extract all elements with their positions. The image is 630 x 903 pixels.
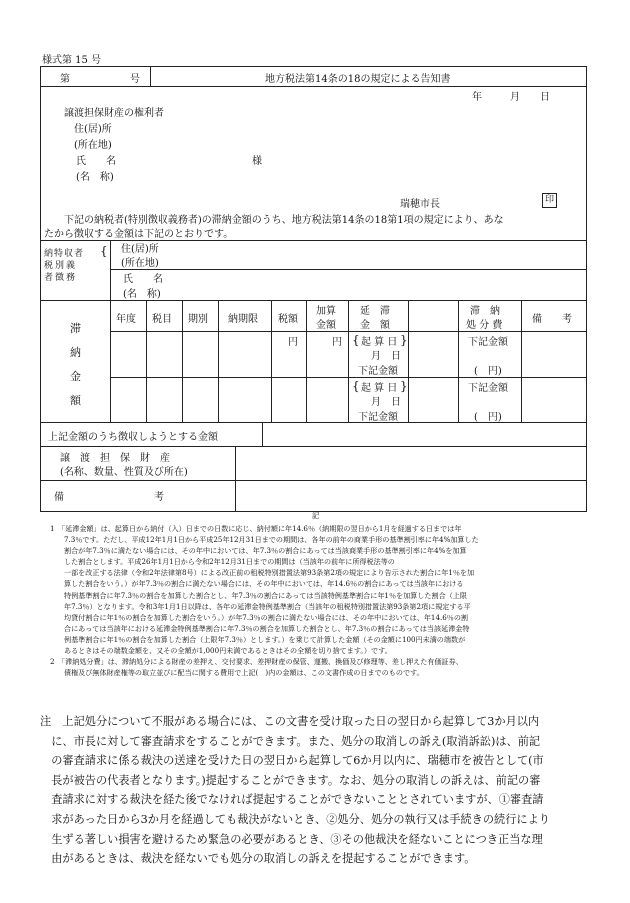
col-tax-item: 税目 xyxy=(152,314,172,325)
seal-mark: 印 xyxy=(542,193,557,208)
bracket-close: } xyxy=(400,379,408,393)
notes-block xyxy=(50,519,580,678)
divider xyxy=(521,300,522,422)
col-surcharge-2: 金額 xyxy=(316,320,336,331)
divider xyxy=(40,480,587,481)
notes-heading: 記 xyxy=(312,511,320,520)
taxpayer-side-label-1: 納特収者 xyxy=(44,249,85,259)
appeal-line: 査請求に対する裁決を経た後でなければ提起することができないこととされていますが、①審査請 xyxy=(40,793,544,807)
notice-no-suffix: 号 xyxy=(130,74,140,85)
divider xyxy=(182,300,183,422)
divider xyxy=(40,422,587,423)
taxpayer-side-label-3: 者徴務 xyxy=(44,273,78,283)
month-day-label: 月 日 xyxy=(371,351,401,362)
appeal-line: 長が被告の代表者となります。)提起することができます。なお、処分の取消しの訴えは、前記の審 xyxy=(40,773,541,787)
col-delay-1: 延 滞 xyxy=(360,306,390,317)
addressee-name-label: 氏 名 xyxy=(76,156,116,167)
note-line: 割合が年7.3％に満たない場合には、その年中においては、年7.3％の割合にあっては当該商業手形の基準割引率に年4%を加算 xyxy=(64,546,467,556)
appeal-line: 注 上記処分について不服がある場合には、この文書を受け取った日の翌日から起算して3か月以内 xyxy=(40,715,540,728)
form-number: 様式第 15 号 xyxy=(42,55,102,66)
bracket-close: } xyxy=(400,333,408,347)
note-line: 合にあっては当該年における延滞金特例基準割合に年7.3％の割合を加算した割合とし、年7.3％の割合にあっては当該延滞金特 xyxy=(64,623,470,633)
appeal-line: に、市長に対して審査請求をすることができます。また、処分の取消しの訴え(取消訴訟)は、前記 xyxy=(40,734,541,748)
addressee-address-label-alt: (所在地) xyxy=(74,140,112,151)
divider xyxy=(40,86,587,87)
addressee-heading: 譲渡担保財産の権利者 xyxy=(64,108,164,119)
divider xyxy=(110,269,587,270)
divider xyxy=(306,300,307,422)
taxpayer-address-label: 住(居)所 xyxy=(121,244,159,255)
below-amount-label: 下記金額 xyxy=(358,366,398,377)
addressee-honorific: 様 xyxy=(252,156,262,167)
divider xyxy=(218,300,219,422)
collect-amount-label: 上記金額のうち徴収しようとする金額 xyxy=(48,432,218,443)
notice-no-prefix: 第 xyxy=(60,74,70,85)
note-line: 7.3％です。ただし、平成12年1月1日から平成25年12月31日までの期間は、各年の前年の商業手形の基準割引率に年4%加算した xyxy=(64,535,479,545)
addressee-address-label: 住(居)所 xyxy=(74,124,112,135)
bracket-open: { xyxy=(352,379,360,393)
taxpayer-name-label: 氏 名 xyxy=(123,274,163,285)
divider xyxy=(408,300,409,422)
note-line: 年7.3％）となります。令和3年1月1日以降は、各年の延滞金特例基準割合（当該年の租税特別措置法第93条第2項に規定する平 xyxy=(64,601,471,611)
appeal-notice xyxy=(40,712,595,869)
divider xyxy=(110,331,587,332)
disposal-paren-yen: ( 円) xyxy=(474,412,502,423)
document-title: 地方税法第14条の18の規定による告知書 xyxy=(265,74,451,85)
divider xyxy=(146,300,147,422)
col-tax-amount: 税額 xyxy=(278,314,298,325)
col-disposal-1: 滞 納 xyxy=(470,306,500,317)
disposal-below-amount: 下記金額 xyxy=(468,337,508,348)
property-label-1: 譲 渡 担 保 財 産 xyxy=(60,453,170,464)
month-day-label: 月 日 xyxy=(371,397,401,408)
note-line: 一部を改正する法律（令和2年法律第8号）による改正前の租税特別措置法第93条第2項の規定により告示された割合に年1％を加 xyxy=(64,568,475,578)
note-number: 2 xyxy=(50,657,55,667)
divider xyxy=(110,377,587,378)
note-line: 「延滞金額」は、起算日から納付（入）日までの日数に応じ、納付額に年14.6％（納期限の翌日から1月を経過する日までは年 xyxy=(61,524,462,533)
issuer-title: 瑞穂市長 xyxy=(400,199,440,210)
divider xyxy=(235,480,236,512)
col-period: 期別 xyxy=(188,314,208,325)
divider xyxy=(271,300,272,422)
note-line: 債権及び無体財産権等の取立並びに配当に関する費用で上記( )内の金額は、この文書作成の日までのものです。 xyxy=(64,668,424,678)
divider xyxy=(110,300,111,422)
appeal-line: 由があるときは、裁決を経ないでも処分の取消しの訴えを提起することができます。 xyxy=(40,852,476,866)
unit-yen-tax: 円 xyxy=(288,337,298,348)
col-delay-2: 金 額 xyxy=(360,320,390,331)
date-year: 年 xyxy=(472,92,482,103)
divider xyxy=(150,66,151,86)
divider xyxy=(262,422,263,446)
remarks-label: 備 考 xyxy=(54,492,164,503)
taxpayer-address-label-alt: (所在地) xyxy=(121,258,159,269)
bracket-open: { xyxy=(100,244,108,258)
disposal-below-amount: 下記金額 xyxy=(468,383,508,394)
below-amount-label: 下記金額 xyxy=(358,412,398,423)
date-day: 日 xyxy=(540,92,550,103)
note-line: 特例基準割合に年7.3％の割合を加算した割合とし、年7.3％の割合にあっては当該特例基準割合に年1％を加算した割合（上限 xyxy=(64,590,467,600)
arrears-side-label-1: 滞 xyxy=(70,322,81,335)
taxpayer-side-label-2: 税別義 xyxy=(44,261,78,271)
col-remarks: 備 考 xyxy=(532,314,572,325)
arrears-side-label-4: 額 xyxy=(70,394,81,407)
divider xyxy=(110,240,111,300)
note-line: 例基準割合に年1％の割合を加算した割合（上限年7.3％）とします。）を乗じて計算した金額（その金額に100円未満の端数が xyxy=(64,634,466,644)
divider xyxy=(458,300,459,422)
appeal-line: 生ずる著しい損害を避けるため緊急の必要があるとき、③その他裁決を経ないことにつき正当な理 xyxy=(40,832,543,846)
note-line: あるときはその端数金額を、又その全額が1,000円未満であるときはその全額を切り捨てます。）です。 xyxy=(64,646,392,656)
arrears-side-label-2: 納 xyxy=(70,346,81,359)
col-year: 年度 xyxy=(116,314,136,325)
taxpayer-name-label-alt: (名 称) xyxy=(123,289,161,300)
appeal-line: 求があった日から3か月を経過しても裁決がないとき、②処分、処分の執行又は手続きの続行により xyxy=(40,812,550,826)
intro-text-line1: 下記の納税者(特別徴収義務者)の滞納金額のうち、地方税法第14条の18第1項の規定により、あな xyxy=(64,215,504,226)
start-date-label: 起 算 日 xyxy=(361,383,398,394)
appeal-line: の審査請求に係る裁決の送達を受けた日の翌日から起算して6か月以内に、瑞穂市を被告として(市 xyxy=(40,754,544,768)
note-line: した割合とします。平成26年1月1日から令和2年12月31日までの期間は（当該年の前年に所得税法等の xyxy=(64,557,395,567)
note-number: 1 xyxy=(50,524,55,533)
property-label-2: (名称、数量、性質及び所在) xyxy=(60,467,188,478)
bracket-open: { xyxy=(352,333,360,347)
divider xyxy=(40,446,587,447)
date-month: 月 xyxy=(510,92,520,103)
start-date-label: 起 算 日 xyxy=(361,337,398,348)
intro-text-line2: たから徴収する金額は下記のとおりです。 xyxy=(44,229,234,240)
note-line: 「滞納処分費」は、滞納処分による財産の差押え、交付要求、差押財産の保管、運搬、換価及び修理等、差し押えた有価証券、 xyxy=(61,657,463,667)
unit-yen-surcharge: 円 xyxy=(332,337,342,348)
arrears-side-label-3: 金 xyxy=(70,370,81,383)
divider xyxy=(348,300,349,422)
disposal-paren-yen: ( 円) xyxy=(474,366,502,377)
note-line: 算した割合をいう。）が年7.3％の割合に満たない場合には、その年中においては、年14.6％の割合にあっては当該年における xyxy=(64,579,464,589)
divider xyxy=(235,446,236,480)
col-surcharge-1: 加算 xyxy=(316,306,336,317)
col-deadline: 納期限 xyxy=(228,314,258,325)
note-line: 均貸付割合に年1％の割合を加算した割合をいう。）が年7.3％の割合に満たない場合には、その年中においては、年14.6％の割 xyxy=(64,612,469,622)
divider xyxy=(40,300,587,301)
col-disposal-2: 処 分 費 xyxy=(466,320,503,331)
addressee-name-label-alt: (名 称) xyxy=(76,172,114,183)
